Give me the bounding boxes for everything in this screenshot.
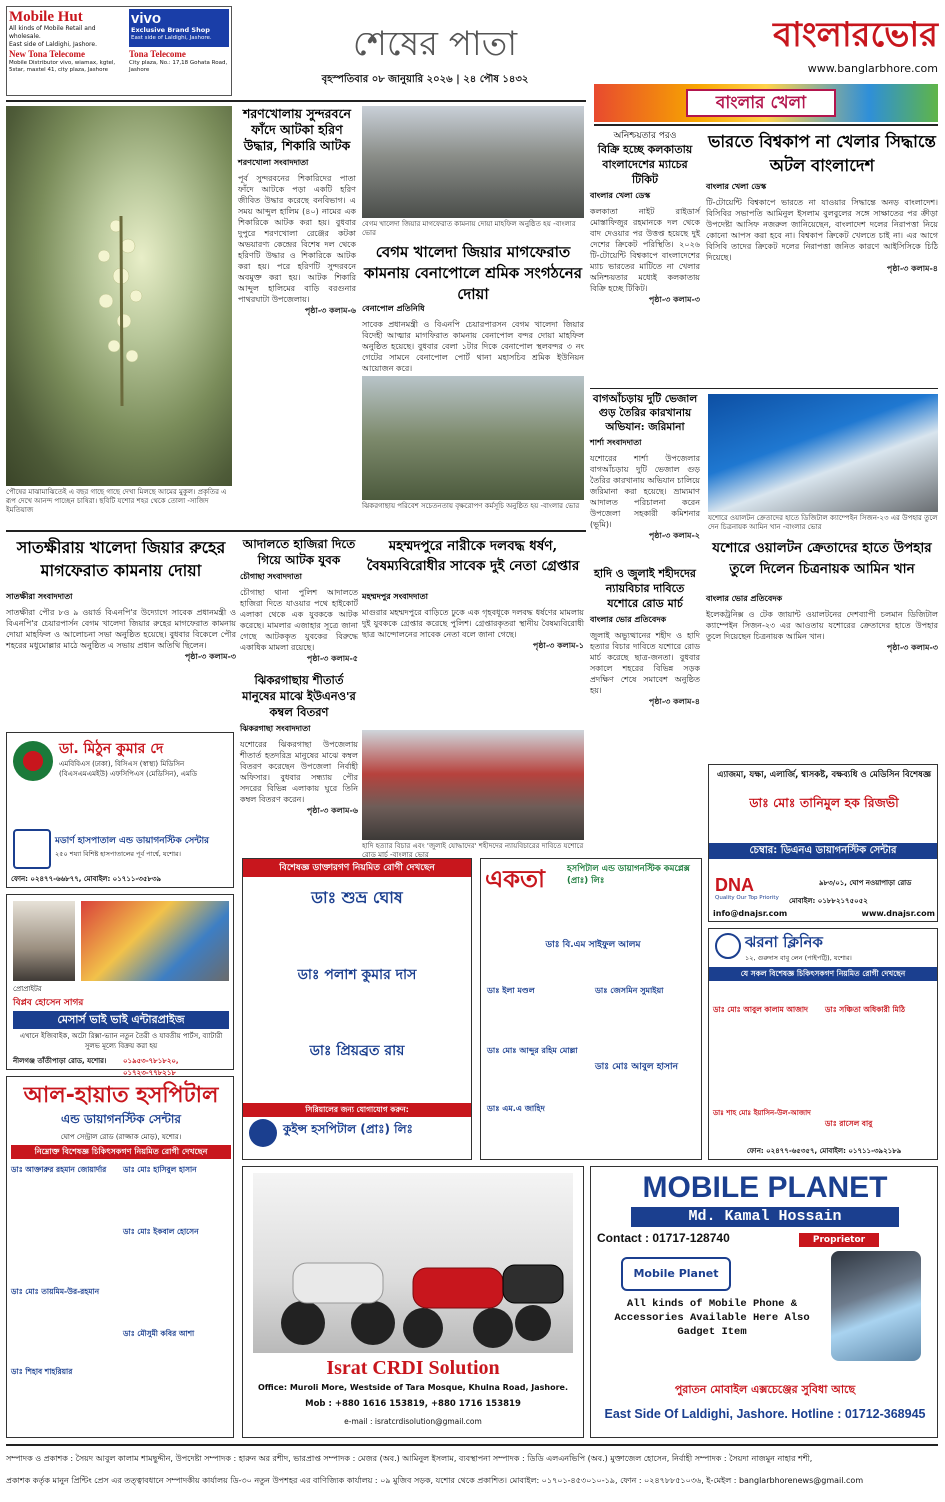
alhayat-sub: এন্ড ডায়াগনস্টিক সেন্টার xyxy=(61,1112,181,1126)
jaggery-story xyxy=(590,392,700,562)
scooter-addr: Office: Muroli More, Westside of Tara Mosque, Khulna Road, Jashore. xyxy=(257,1383,569,1392)
sports-banner-title: বাংলার খেলা xyxy=(686,89,836,117)
benapole-title: বেগম খালেদা জিয়ার মাগফেরাত কামনায় বেনাপোলে শ্রমিক সংগঠনের দোয়া xyxy=(364,243,582,303)
benapole-caption-text: বেগম খালেদা জিয়ার মাগফেরাত কামনায় দোয়া মাহফিল অনুষ্ঠিত হয় xyxy=(362,220,551,228)
tickets-title: বিক্রি হচ্ছে কলকাতায় বাংলাদেশের ম্যাচের টিকিট xyxy=(597,143,693,186)
alhayat-doctor-4: ডাঃ মৌসুমী কবির আশা xyxy=(123,1329,195,1338)
mobile-hut-line1: All kinds of Mobile Retail and wholesale. xyxy=(9,25,96,40)
alhayat-doctor-1: ডাঃ মোঃ হাসিবুল হাসান xyxy=(123,1165,197,1174)
jharna-phone: ফোন: ০২৪৭৭-৬৫৩৫৭, মোবাইল: ০১৭১১-৩৯২১৮৯ xyxy=(746,1147,902,1155)
walton-photo-caption xyxy=(708,514,938,534)
benapole-photo-caption xyxy=(362,220,584,240)
benapole-byline: বেনাপোল প্রতিনিধি xyxy=(362,304,425,313)
scooter-ad xyxy=(242,1166,584,1438)
walton-body-wrap xyxy=(706,590,938,758)
mobile-hut-name: Mobile Hut xyxy=(9,9,83,25)
blanket-story xyxy=(240,672,358,848)
benapole-body: সাবেক প্রধানমন্ত্রী ও বিএনপি চেয়ারপারসন বেগম খালেদা জিয়ার বিদেহী আত্মার মাগফিরাত কামনায় বেনাপোল বন্দর দোয়া মাহফিল অনুষ্ঠিত হয়েছে। বুধবার বেলা ১টার দিকে বেনাপোল স্থলবন্দর ৩ নং গেটের সামনে বেনাপোল পোর্ট থানা মহাসচিব শ্রমিক ইউনিয়ন আয়োজন করে। xyxy=(362,320,584,373)
blossom-illustration xyxy=(6,106,232,486)
sports-banner xyxy=(594,84,938,122)
mobile-planet-contact: Contact : 01717-128740 xyxy=(597,1231,730,1245)
ekota-doctor-3: ডাঃ জেসমিন সুমাইয়া xyxy=(595,986,664,995)
alhayat-notice: নিম্নোক্ত বিশেষজ্ঞ চিকিৎসকগণ নিয়মিত রোগী দেখছেন xyxy=(11,1145,231,1159)
alhayat-name: আল-হায়াত হসপিটাল xyxy=(23,1083,219,1108)
blanket-body: যশোরের ঝিকরগাছা উপজেলায় শীতার্ত হতদরিদ্র মানুষের মাঝে কম্বল বিতরণ করেছেন উপজেলা নির্বাহী অফিসার। বুধবার সন্ধ্যায় পৌর সদরের বিভিন্ন এলাকায় ঘুরে তিনি কম্বল বিতরণ করেন। xyxy=(240,740,358,804)
mohammadpur-byline: মহম্মদপুর সংবাদদাতা xyxy=(362,592,428,601)
rickshaw-photo xyxy=(81,901,229,981)
specialists-header: বিশেষজ্ঞ ডাক্তারগণ নিয়মিত রোগী দেখছেন xyxy=(243,859,471,877)
issue-date: বৃহস্পতিবার ০৮ জানুয়ারি ২০২৬ | ২৪ পৌষ ১৪৩২ xyxy=(321,74,529,85)
scooter-mob: Mob : +880 1616 153819, +880 1716 153819 xyxy=(305,1399,521,1409)
jaggery-byline: শার্শা সংবাদদাতা xyxy=(590,438,642,447)
jharna-doctor-1: ডাঃ সঞ্চিতা অধিকারী মিঠি xyxy=(825,1005,905,1014)
walton-caption-text: যশোরে ওয়ালটন ক্রেতাদের হাতে ডিজিটাল ক্যাম্পেইন সিজন-২৩ এর উপহার তুলে দেন চিত্রনায়ক আমিন খান xyxy=(708,514,938,531)
ekota-doctor-2: ডাঃ মোঃ আব্দুর রহিম মোল্লা xyxy=(487,1046,578,1055)
alhayat-doctor-3: ডাঃ মোঃ তায়মিম-উর-রহমান xyxy=(11,1287,100,1296)
plantation-caption-credit: -বাংলার ভোর xyxy=(540,502,580,510)
worldcup-cont: পৃষ্ঠা-৩ কলাম-৪ xyxy=(886,264,938,273)
satkhira-cont: পৃষ্ঠা-৩ কলাম-৩ xyxy=(184,652,236,661)
benapole-photo xyxy=(362,106,584,218)
deer-cont: পৃষ্ঠা-৩ কলাম-৬ xyxy=(304,306,356,315)
benapole-body-wrap xyxy=(362,300,584,373)
bhai-desc: এখানে ইজিবাইক, অটো রিক্সা-ভ্যান নতুন তৈরী ও যাবতীয় পার্টস, ব্যাটারী সুলভ মূল্যে বিক্রয় করা হয় xyxy=(19,1032,223,1050)
tickets-byline: বাংলার খেলা ডেস্ক xyxy=(590,191,651,200)
satkhira-body: সাতক্ষীরা পৌর ৮ও ৯ ওয়ার্ড বিএনপি'র উদ্যোগে সাবেক প্রধানমন্ত্রী ও বিএনপি'র চেয়ারপার্সন বেগম খালেদা জিয়ার রুহের মাগফেরাত কামনায় দোয়া মাহফিল ও আলোচনা সভা অনুষ্ঠিত হয়েছে। বুধবার বিকেলে পৌর শহরের মধুমোল্লার মাঠে অনুষ্ঠিত এ সভায় প্রধান অতিথি ছিলেন। xyxy=(6,608,236,650)
queens-hospital-name: কুইন্স হসপিটাল (প্রাঃ) লিঃ xyxy=(283,1122,413,1136)
mobile-planet-addr: East Side Of Laldighi, Jashore. Hotline : 01712-368945 xyxy=(604,1407,926,1421)
scooter-email: e-mail : isratcrdisolution@gmail.com xyxy=(344,1417,482,1426)
tanimul-chamber: চেম্বার: ডিএনএ ডায়াগনস্টিক সেন্টার xyxy=(709,843,937,859)
tona1-sub: Mobile Distributor vivo, wiamax, kgtel, 5star, maxtel 41, city plaza, Jashore xyxy=(9,60,116,73)
walton-cont: পৃষ্ঠা-৩ কলাম-৩ xyxy=(886,643,938,652)
worldcup-byline: বাংলার খেলা ডেস্ক xyxy=(706,182,767,191)
hadi-title: হাদি ও জুলাই শহীদদের ন্যায়বিচার দাবিতে যশোরে রোড মার্চ xyxy=(594,567,696,610)
mohammadpur-body-wrap xyxy=(362,588,584,674)
tanimul-email: info@dnajsr.com xyxy=(713,909,788,918)
tickets-cont: পৃষ্ঠা-৩ কলাম-৩ xyxy=(648,295,700,304)
mobile-hut-ad xyxy=(6,6,232,96)
footer-line-1: সম্পাদক ও প্রকাশক : সৈয়দ আবুল কালাম শামছুদ্দীন, উপদেষ্টা সম্পাদক : হারুন অর রশীদ, ভারপ্রাপ্ত সম্পাদক : মেজর (অব.) আমিনুল ইসলাম, ব্যবস্থাপনা সম্পাদক : ডিডি এলএনভিপি (অব.) মুক্তাজেল হোসেন, নির্বাহী সম্পাদক : সৈয়দা নাজমুন নাহার শশী, xyxy=(6,1454,813,1463)
vivo-logo: vivo xyxy=(131,10,162,27)
protest-photo xyxy=(362,730,584,840)
walton-byline: বাংলার ভোর প্রতিবেদক xyxy=(706,594,783,603)
tona2-name: Tona Telecome xyxy=(129,49,186,59)
mobile-planet-ad xyxy=(590,1166,938,1438)
court-byline: চৌগাছা সংবাদদাতা xyxy=(240,572,302,581)
jharna-header: যে সকল বিশেষজ্ঞ চিকিৎসকগণ নিয়মিত রোগী দেখছেন xyxy=(709,967,937,981)
blanket-title: ঝিকরগাছায় শীতার্ত মানুষের মাঝে ইউএনও'র কম্বল বিতরণ xyxy=(242,673,356,719)
newspaper-logo: বাংলারভোর xyxy=(773,15,938,55)
worldcup-body: টি-টোয়েন্টি বিশ্বকাপে ভারতে না যাওয়ার সিদ্ধান্তে অনড় বাংলাদেশ। বিসিবির সভাপতি আমিনুল ইসলাম বুলবুলের সঙ্গে সাক্ষাতের পর ক্রীড়া উপদেষ্টা আসিফ নজরুল জানিয়েছেন, বাংলাদেশ দলের নিরাপত্তা নিয়ে কোনো আপস করা হবে না। বিশ্বকাপ ক্রিকেট খেলতে চাই না। এর আগে বিসিবি তাদের ক্রিকেট দলের নিরাপত্তা জনিত কারণে আইসিসিকে চিঠি দিয়েছে। xyxy=(706,198,938,262)
court-body: চৌগাছা থানা পুলিশ আদালতে হাজিরা দিতে যাওয়ার পথে হাইকোর্ট এলাকা থেকে এক যুবককে আটক করেছে। মামলার এজাহার সূত্রে জানা গেছে আটককৃত যুবকের বিরুদ্ধে একাধিক মামলা রয়েছে। xyxy=(240,588,358,652)
mithun-hospital: মডার্ণ হাসপাতাল এন্ড ডায়াগনস্টিক সেন্টার xyxy=(55,836,210,846)
plantation-photo-caption xyxy=(362,502,584,520)
tickets-body: কলকাতা নাইট রাইডার্স মোস্তাফিজুর রহমানকে দল থেকে বাদ দেওয়ার পর উত্তপ্ত হয়েছে দুই দেশের ক্রিকেট পরিস্থিতি। ২০২৬ টি-টোয়েন্টি বিশ্বকাপে বাংলাদেশের ম্যাচ ভারতের মাটিতে না খেলার অনিশ্চয়তার মধ্যেই কলকাতায় বিক্রি হচ্ছে টিকিট। xyxy=(590,207,700,293)
mango-photo-caption: পৌষের মাঝামাঝিতেই এ বছর গাছে গাছে দেখা মিলছে আমের মুকুল। প্রকৃতির এ রূপ দেখে আনন্দ পাচ্ছেন চাষিরা। ছবিটি যশোর শহর থেকে তোলা -সাজিদ ইমতিয়াজ xyxy=(6,488,227,514)
owner-label: প্রোপ্রাইটর xyxy=(13,985,42,993)
vivo-block xyxy=(129,9,229,47)
mobile-hut-line2: East side of Laldighi, Jashore. xyxy=(9,41,97,48)
section-title: শেষের পাতা xyxy=(352,24,518,64)
queens-logo-icon xyxy=(249,1119,277,1147)
queens-hospital-ad xyxy=(242,858,472,1160)
scooter-illustration xyxy=(253,1173,573,1353)
mithun-phone: ফোন: ০২৪৭৭-৬৬৮৭৭, মোবাইল: ০১৭১১-৩৫৮৩৯ xyxy=(11,875,162,883)
tanimul-addr: ৯৮৩/০১, ঘোপ নওয়াপাড়া রোড xyxy=(819,879,912,887)
mobile-planet-desc: All kinds of Mobile Phone & Accessories Available Here Also Gadget Item xyxy=(614,1298,810,1338)
worldcup-title: ভারতে বিশ্বকাপ না খেলার সিদ্ধান্তে অটল বাংলাদেশ xyxy=(708,132,936,175)
hadi-body: জুলাই অভ্যুত্থানের শহীদ ও হাদি হত্যার বিচার দাবিতে যশোরে রোড মার্চ করেছে ছাত্র-জনতা। বুধবার সকালে শহরের বিভিন্ন সড়ক প্রদক্ষিণ শেষে সমাবেশ অনুষ্ঠিত হয়। xyxy=(590,631,700,695)
tanimul-specialties: এ্যাজমা, যক্ষা, এলার্জি, শ্বাসকষ্ট, বক্ষব্যধি ও মেডিসিন বিশেষজ্ঞ xyxy=(716,770,931,780)
hadi-byline: বাংলার ভোর প্রতিবেদক xyxy=(590,615,667,624)
alhayat-doctor-2: ডাঃ মোঃ ইকবাল হোসেন xyxy=(123,1227,199,1236)
tona1-block xyxy=(9,49,127,95)
footer-line-2: প্রকাশক কর্তৃক মানুন প্রিন্টিং প্রেস এর তত্ত্বাবধানে সম্পাদকীয় কার্যালয় ডি-৩০ নতুন উপশহর এর বাণিজ্যিক কার্যালয় : ০৯ মুজিব সড়ক, যশোর থেকে প্রকাশিত। মোবাইল: ০১৭০১-৪৫৩০১০-১৯, ফোন : ০২৪৭৮৮৫১০৩৬, ই-মেইল : banglarbhorenews@gmail.com xyxy=(6,1476,864,1485)
specialist-doctor-1: ডাঃ পলাশ কুমার দাস xyxy=(297,967,417,983)
ekota-doctor-4: ডাঃ মোঃ আবুল হাসান xyxy=(595,1062,678,1072)
court-title: আদালতে হাজিরা দিতে গিয়ে আটক যুবক xyxy=(242,537,356,567)
ekota-doctor-1: ডাঃ ইলা মণ্ডল xyxy=(487,986,535,995)
satkhira-body-wrap xyxy=(6,588,236,728)
phone-image xyxy=(831,1251,921,1361)
walton-body: ইলেকট্রনিক্স ও টেক জায়ান্ট ওয়ালটনের দেশব্যাপী চলমান ডিজিটাল ক্যাম্পেইন সিজন-২৩ এর আওতায় যশোরের ক্রেতাদের হাতে উপহার তুলে দিয়েছেন চিত্রনায়ক আমিন খান। xyxy=(706,610,938,641)
tanimul-ad xyxy=(708,764,938,922)
protest-photo-caption: হাদি হত্যার বিচার এবং 'জুলাই যোদ্ধাদের' শহীদদের ন্যায়বিচারের দাবিতে যশোরে রোড মার্চ -বাংলার ভোর xyxy=(362,842,584,859)
alhayat-doctor-5: ডাঃ শিহাব শাহরিয়ার xyxy=(11,1367,73,1376)
jharna-logo-icon xyxy=(715,933,741,959)
tickets-kicker: অনিশ্চয়তার পরও xyxy=(613,131,677,141)
hadi-story xyxy=(590,566,700,836)
ekota-title: হসপিটাল এন্ড ডায়াগনস্টিক কমপ্লেক্স (প্রাঃ) লিঃ xyxy=(567,864,690,886)
alhayat-doctor-0: ডাঃ আক্তারুর রহমান জোয়ার্দার xyxy=(11,1165,107,1174)
website: www.banglarbhore.com xyxy=(807,62,938,75)
owner-name: বিপ্লব হোসেন সাগর xyxy=(13,998,84,1008)
dna-logo: DNA xyxy=(715,875,754,895)
jharna-doctor-2: ডাঃ শাহ মোঃ ইয়াসিন-উল-আজাদ xyxy=(713,1109,811,1117)
modern-logo-icon xyxy=(13,829,51,869)
mobile-hut-block xyxy=(9,9,127,47)
hadi-cont: পৃষ্ঠা-৩ কলাম-৪ xyxy=(648,697,700,706)
tanimul-phone: মোবাইল: ০১৮৮২১৭৫০৫২ xyxy=(789,897,868,905)
bhai-addr: নীলগঞ্জ তাঁতীপাড়া রোড, যশোর। xyxy=(13,1057,107,1065)
alhayat-addr: ঘোপ সেন্ট্রাল রোড (রাজ্জাক মোড়), যশোর। xyxy=(60,1133,182,1141)
jaggery-cont: পৃষ্ঠা-৩ কলাম-২ xyxy=(648,531,700,540)
vivo-sub: Exclusive Brand Shop xyxy=(131,26,210,34)
mohammadpur-cont: পৃষ্ঠা-৩ কলাম-১ xyxy=(532,641,584,650)
scooter-image xyxy=(253,1173,573,1353)
tona2-sub: City plaza, No.: 17,18 Gohata Road, Jashore xyxy=(129,60,228,73)
ekota-doctor-0: ডাঃ বি.এম সাইফুল আলম xyxy=(545,940,641,950)
jharna-clinic-ad xyxy=(708,928,938,1160)
mithun-details: এমবিবিএস (ঢাকা), বিসিএস (স্বাস্থ্য) মিডিসিন (বিএসএমএমইউ) এফসিপিএস (মেডিসিন), এমডি xyxy=(59,760,198,778)
benapole-caption-credit: -বাংলার ভোর xyxy=(362,220,576,237)
walton-title: যশোরে ওয়ালটন ক্রেতাদের হাতে উপহার তুলে দিলেন চিত্রনায়ক আমিন খান xyxy=(712,540,932,577)
deer-story xyxy=(238,106,356,516)
mobile-planet-logo: Mobile Planet xyxy=(621,1257,731,1291)
plantation-photo xyxy=(362,376,584,500)
mobile-planet-role: Proprietor xyxy=(799,1233,879,1247)
deer-byline: শরণখোলা সংবাদদাতা xyxy=(238,158,309,167)
court-cont: পৃষ্ঠা-৩ কলাম-৫ xyxy=(306,654,358,663)
mobile-planet-name: MOBILE PLANET xyxy=(642,1171,888,1204)
deer-body: পূর্ব সুন্দরবনের শিকারিদের পাতা ফাঁদে আটকে পড়া একটি হরিণ জীবিত উদ্ধার করেছে বনবিভাগ। এ সময় আব্দুল হালিম (৪০) নামের এক শিকারিকে আটক করা হয়। বুধবার দুপুরে শরণখোলা রেঞ্জের কটকা অভয়ারণ্য কেন্দ্রের বিশেষ দল থেকে হরিণটি উদ্ধার ও শিকারিকে আটক করা হয়। পরে হরিণটি সুন্দরবনে অবমুক্ত করা হয়। আটক শিকারি আব্দুল হালিমের বাড়ি বরগুনার পাথরঘাটা উপজেলায়। xyxy=(238,174,356,304)
specialist-doctor-0: ডাঃ শুভ্র ঘোষ xyxy=(311,888,403,907)
satkhira-byline: সাতক্ষীরা সংবাদদাতা xyxy=(6,592,73,601)
jharna-doctor-0: ডাঃ মোঃ আবুল কালাম আজাদ xyxy=(713,1005,808,1014)
jharna-addr: ১২, গুরুদাস বাবু লেন (পাইপট্টি), যশোর। xyxy=(745,954,852,962)
tanimul-name: ডাঃ মোঃ তানিমুল হক রিজভী xyxy=(749,795,899,810)
blanket-cont: পৃষ্ঠা-৩ কলাম-৬ xyxy=(306,806,358,815)
alhayat-ad xyxy=(6,1076,234,1438)
tickets-story xyxy=(590,130,700,410)
ekota-ad xyxy=(480,858,702,1160)
mohammadpur-title: মহম্মদপুরে নারীকে দলবদ্ধ ধর্ষণ, বৈষম্যবিরোধীর সাবেক দুই নেতা গ্রেপ্তার xyxy=(366,538,580,574)
vivo-addr: East side of Laldighi, Jashore. xyxy=(131,35,212,41)
tona2-block xyxy=(129,49,229,95)
jharna-name: ঝরনা ক্লিনিক xyxy=(745,933,823,951)
mobile-planet-bn: পুরাতন মোবাইল এক্সচেঞ্জের সুবিধা আছে xyxy=(674,1383,856,1396)
bhai-bhai-ad xyxy=(6,894,234,1077)
bhai-name: মেসার্স ভাই ভাই এন্টারপ্রাইজ xyxy=(13,1011,229,1029)
specialist-doctor-2: ডাঃ প্রিয়ব্রত রায় xyxy=(309,1043,405,1059)
mango-blossom-photo xyxy=(6,106,232,486)
mithun-ad xyxy=(6,732,234,888)
dna-tagline: Quality Our Top Priority xyxy=(715,895,779,901)
jaggery-body: যশোরের শার্শা উপজেলার বাগআঁচড়ায় দুটি ভেজাল গুড় তৈরির কারখানায় অভিযান চালিয়ে জরিমানা করা হয়েছে। ভ্রাম্যমাণ আদালত পরিচালনা করেন উপজেলা সহকারী কমিশনার (ভূমি)। xyxy=(590,454,700,529)
worldcup-story xyxy=(706,130,938,410)
court-story xyxy=(240,536,358,666)
satkhira-title: সাতক্ষীরায় খালেদা জিয়ার রুহের মাগফেরাত কামনায় দোয়া xyxy=(16,538,226,580)
ekota-doctor-5: ডাঃ এম.এ জাহিদ xyxy=(487,1104,545,1113)
tanimul-web: www.dnajsr.com xyxy=(861,909,935,918)
mobile-planet-owner: Md. Kamal Hossain xyxy=(631,1207,899,1227)
jharna-doctor-3: ডাঃ রাসেল বাবু xyxy=(825,1119,873,1128)
govt-logo-icon xyxy=(13,741,53,781)
jaggery-title: বাগআঁচড়ায় দুটি ভেজাল গুড় তৈরির কারখানায় অভিযান: জরিমানা xyxy=(592,393,698,433)
scooter-name: Israt CRDI Solution xyxy=(326,1357,500,1379)
specialists-contact: সিরিয়ালের জন্য যোগাযোগ করুন: xyxy=(243,1103,471,1117)
ekota-logo: একতা xyxy=(485,865,546,893)
mithun-addr: ২৫০ শয্যা বিশিষ্ট হাসপাতালের পূর্ব পার্শ্বে, যশোর। xyxy=(55,850,181,858)
mohammadpur-body: মাগুরার মহম্মদপুরে বাড়িতে ঢুকে এক গৃহবধূকে দলবদ্ধ ধর্ষণের মামলায় দুই যুবককে গ্রেপ্তার করেছে পুলিশ। গ্রেপ্তারকৃতরা স্থানীয় বৈষম্যবিরোধী ছাত্র আন্দোলনের সাবেক নেতা বলে জানা গেছে। xyxy=(362,608,584,639)
walton-caption-credit: -বাংলার ভোর xyxy=(782,523,822,531)
mithun-name: ডা. মিঠুন কুমার দে xyxy=(59,741,164,757)
deer-title: শরণখোলায় সুন্দরবনে ফাঁদে আটকা হরিণ উদ্ধার, শিকারি আটক xyxy=(243,106,351,153)
owner-photo xyxy=(13,901,75,981)
plantation-caption-text: ঝিকরগাছায় পরিবেশ সচেতনতায় বৃক্ষরোপণ কর্মসূচি অনুষ্ঠিত হয় xyxy=(362,502,539,510)
blanket-byline: ঝিকরগাছা সংবাদদাতা xyxy=(240,724,311,733)
walton-photo xyxy=(708,394,938,512)
tona1-name: New Tona Telecome xyxy=(9,49,86,59)
bhai-phone: ০১৯৫৩-৭৮১৮২০, ০১৭২৩-৭৭৮২১৮ xyxy=(123,1057,179,1077)
